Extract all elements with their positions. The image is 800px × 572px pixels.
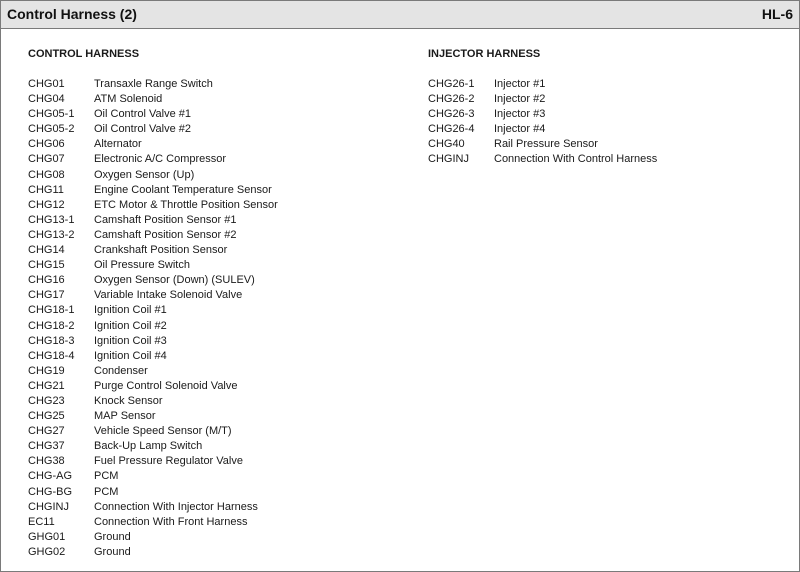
list-item [28, 319, 278, 334]
connector-code: CHG06 [28, 138, 65, 151]
connector-description: Camshaft Position Sensor #1 [94, 213, 237, 226]
connector-code: CHG04 [28, 93, 65, 106]
connector-code: CHG12 [28, 198, 65, 211]
list-item [28, 243, 278, 258]
connector-code: CHG40 [428, 138, 465, 151]
connector-code: GHG01 [28, 530, 66, 543]
list-item [28, 168, 278, 183]
connector-description: Ground [94, 545, 131, 558]
list-item [428, 77, 657, 92]
list-item [28, 92, 278, 107]
injector-harness-list [428, 77, 657, 168]
list-item [28, 439, 278, 454]
connector-code: CHG18-1 [28, 304, 75, 317]
connector-code: CHG17 [28, 289, 65, 302]
connector-description: PCM [94, 470, 119, 483]
connector-description: Injector #1 [494, 78, 546, 90]
connector-description: Oil Pressure Switch [94, 259, 190, 272]
list-item [28, 273, 278, 288]
connector-description: Condenser [94, 364, 148, 377]
page-title: Control Harness (2) [7, 6, 137, 22]
connector-code: CHG-AG [28, 470, 72, 483]
list-item [28, 334, 278, 349]
connector-description: Ignition Coil #4 [94, 349, 167, 362]
list-item [28, 258, 278, 273]
connector-description: Oil Control Valve #1 [94, 108, 192, 121]
connector-description: Injector #3 [494, 108, 546, 121]
connector-description: Variable Intake Solenoid Valve [94, 289, 243, 302]
connector-description: Injector #4 [494, 123, 546, 136]
connector-code: CHG07 [28, 153, 65, 166]
connector-description: Purge Control Solenoid Valve [94, 379, 238, 392]
list-item [428, 92, 657, 107]
connector-code: CHG25 [28, 410, 65, 423]
connector-code: CHG27 [28, 425, 65, 438]
connector-code: CHG15 [28, 259, 65, 272]
list-item [28, 409, 278, 424]
connector-code: CHG26-3 [428, 108, 475, 121]
list-item [28, 198, 278, 213]
list-item [28, 394, 278, 409]
list-item [428, 152, 657, 167]
connector-code: CHG19 [28, 364, 65, 377]
connector-code: CHG11 [28, 183, 64, 196]
list-item [28, 364, 278, 379]
list-item [28, 424, 278, 439]
connector-code: CHG13-1 [28, 213, 75, 226]
connector-description: Fuel Pressure Regulator Valve [94, 455, 243, 468]
connector-code: CHG26-4 [428, 123, 475, 136]
connector-description: Crankshaft Position Sensor [94, 244, 228, 257]
list-item [428, 107, 657, 122]
connector-description: Connection With Front Harness [94, 515, 248, 528]
connector-description: Engine Coolant Temperature Sensor [94, 183, 272, 196]
connector-code: CHG38 [28, 455, 65, 468]
list-item [28, 137, 278, 152]
list-item [28, 152, 278, 167]
connector-code: CHG18-3 [28, 334, 75, 347]
connector-description: Injector #2 [494, 93, 546, 106]
connector-code: CHG08 [28, 168, 65, 181]
connector-code: CHG37 [28, 440, 65, 453]
connector-code: CHG05-2 [28, 123, 75, 136]
list-item [28, 303, 278, 318]
list-item [28, 349, 278, 364]
connector-description: Oil Control Valve #2 [94, 123, 192, 136]
control-harness-title: CONTROL HARNESS [28, 48, 140, 60]
injector-harness-title: INJECTOR HARNESS [428, 48, 541, 60]
connector-code: CHG16 [28, 274, 65, 287]
connector-description: Ignition Coil #2 [94, 319, 167, 332]
connector-code: CHG18-2 [28, 319, 75, 332]
connector-code: CHG23 [28, 394, 65, 407]
list-item [28, 77, 278, 92]
connector-description: Oxygen Sensor (Up) [94, 168, 195, 181]
list-item [28, 500, 278, 515]
list-item [28, 454, 278, 469]
connector-code: CHG26-1 [428, 78, 475, 90]
list-item [28, 122, 278, 137]
connector-code: CHG21 [28, 379, 65, 392]
list-item [28, 530, 278, 545]
list-item [28, 288, 278, 303]
connector-description: Connection With Injector Harness [94, 500, 258, 513]
connector-code: GHG02 [28, 545, 66, 558]
list-item [28, 545, 278, 560]
connector-description: Oxygen Sensor (Down) (SULEV) [94, 274, 255, 287]
connector-code: CHG-BG [28, 485, 72, 498]
list-item [28, 228, 278, 243]
connector-description: Transaxle Range Switch [94, 78, 213, 90]
control-harness-section [28, 47, 278, 560]
connector-code: CHG01 [28, 78, 65, 90]
connector-description: ETC Motor & Throttle Position Sensor [94, 198, 278, 211]
connector-description: Back-Up Lamp Switch [94, 440, 203, 453]
connector-code: CHG13-2 [28, 228, 75, 241]
list-item [28, 213, 278, 228]
connector-description: Alternator [94, 138, 142, 151]
connector-code: EC11 [28, 515, 55, 528]
connector-code: CHG14 [28, 244, 65, 257]
control-harness-list [28, 77, 278, 560]
list-item [28, 469, 278, 484]
connector-description: MAP Sensor [94, 410, 156, 423]
injector-harness-section [428, 47, 657, 168]
connector-description: Connection With Control Harness [494, 153, 658, 166]
page-header [1, 1, 799, 29]
connector-code: CHGINJ [428, 153, 469, 166]
list-item [28, 515, 278, 530]
connector-code: CHG05-1 [28, 108, 75, 121]
connector-code: CHG18-4 [28, 349, 75, 362]
connector-description: Ignition Coil #3 [94, 334, 167, 347]
list-item [28, 107, 278, 122]
connector-description: Knock Sensor [94, 394, 163, 407]
list-item [28, 183, 278, 198]
connector-code: CHG26-2 [428, 93, 475, 106]
connector-description: Rail Pressure Sensor [494, 138, 598, 151]
connector-description: Camshaft Position Sensor #2 [94, 228, 237, 241]
list-item [428, 122, 657, 137]
connector-description: Ignition Coil #1 [94, 304, 167, 317]
connector-description: Vehicle Speed Sensor (M/T) [94, 425, 232, 438]
connector-description: PCM [94, 485, 119, 498]
connector-description: Ground [94, 530, 131, 543]
connector-code: CHGINJ [28, 500, 69, 513]
list-item [28, 379, 278, 394]
list-item [428, 137, 657, 152]
connector-description: Electronic A/C Compressor [94, 153, 227, 166]
list-item [28, 485, 278, 500]
page-code: HL-6 [761, 6, 793, 22]
connector-description: ATM Solenoid [94, 93, 163, 106]
